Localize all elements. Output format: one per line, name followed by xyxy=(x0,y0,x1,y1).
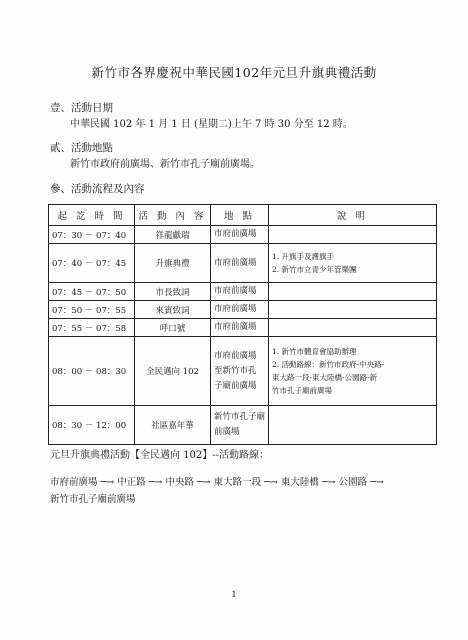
location-line: 至新竹市孔 xyxy=(214,365,257,376)
location-line: 市府前廣場 xyxy=(214,322,257,332)
cell-location xyxy=(211,406,269,445)
cell-description xyxy=(269,226,437,244)
cell-time: 08：30 － 12：00 xyxy=(49,406,135,445)
description-line: 東大路一段-東大陸橋-公園路-新 xyxy=(272,373,378,382)
location-line: 市府前廣場 xyxy=(214,350,257,361)
cell-location xyxy=(211,283,269,301)
document-title: 新竹市各界慶祝中華民國102年元旦升旗典禮活動 xyxy=(91,65,377,80)
cell-activity: 升旗典禮 xyxy=(135,244,211,283)
page-number: 1 xyxy=(231,590,237,599)
section-schedule-heading: 參、活動流程及內容 xyxy=(50,183,145,195)
cell-description xyxy=(269,244,437,283)
cell-activity: 祥龍獻瑞 xyxy=(135,226,211,244)
route-line-2: 新竹市孔子廟前廣場 xyxy=(50,494,136,505)
cell-time: 07：40 － 07：45 xyxy=(49,244,135,283)
cell-time: 07：30 － 07：40 xyxy=(49,226,135,244)
header-location: 地 點 xyxy=(211,205,269,226)
header-time: 起 訖 時 間 xyxy=(49,205,135,226)
schedule-body xyxy=(49,226,437,445)
schedule-header-row xyxy=(49,205,437,226)
table-row xyxy=(49,283,437,301)
description-line: 2. 活動路線：新竹市政府-中央路- xyxy=(272,360,385,369)
cell-activity: 呼口號 xyxy=(135,319,211,337)
header-activity: 活 動 內 容 xyxy=(135,205,211,226)
cell-activity: 全民邁向 102 xyxy=(135,337,211,406)
table-row xyxy=(49,319,437,337)
cell-time: 07：50 － 07：55 xyxy=(49,301,135,319)
location-line: 子廟前廣場 xyxy=(214,380,257,391)
header-description: 說 明 xyxy=(269,205,437,226)
section-location-heading: 貳、活動地點 xyxy=(50,142,113,154)
description-line: 2. 新竹市立青少年管樂團 xyxy=(272,265,357,274)
cell-description xyxy=(269,406,437,445)
location-line: 市府前廣場 xyxy=(214,257,257,268)
location-line: 前廣場 xyxy=(214,427,240,437)
cell-activity: 市長致詞 xyxy=(135,283,211,301)
route-line-1: 市府前廣場 ─→ 中正路 ─→ 中央路 ─→ 東大路一段 ─→ 東大陸橋 ─→ 公園路 ─→ xyxy=(50,477,384,488)
location-line: 市府前廣場 xyxy=(214,286,257,296)
section-date-body: 中華民國 102 年 1 月 1 日 (星期二)上午 7 時 30 分至 12 時。 xyxy=(70,119,353,130)
cell-time: 07：55 － 07：58 xyxy=(49,319,135,337)
description-line: 1. 升旗手及護旗手 xyxy=(272,252,335,261)
cell-location xyxy=(211,301,269,319)
section-date-heading: 壹、活動日期 xyxy=(50,102,113,114)
cell-location xyxy=(211,337,269,406)
cell-location xyxy=(211,226,269,244)
description-line: 竹市孔子廟前廣場 xyxy=(272,386,332,395)
table-row xyxy=(49,301,437,319)
cell-time: 07：45 － 07：50 xyxy=(49,283,135,301)
cell-activity: 來賓致詞 xyxy=(135,301,211,319)
table-row xyxy=(49,337,437,406)
cell-time: 08：00 － 08：30 xyxy=(49,337,135,406)
cell-description xyxy=(269,319,437,337)
location-line: 市府前廣場 xyxy=(214,229,257,239)
table-row xyxy=(49,226,437,244)
cell-location xyxy=(211,319,269,337)
schedule-table xyxy=(48,204,437,445)
table-row xyxy=(49,244,437,283)
cell-description xyxy=(269,283,437,301)
cell-activity: 社區嘉年華 xyxy=(135,406,211,445)
route-heading: 元旦升旗典禮活動【全民邁向 102】--活動路線： xyxy=(50,450,270,461)
table-row xyxy=(49,406,437,445)
location-line: 新竹市孔子廟 xyxy=(214,412,266,422)
cell-location xyxy=(211,244,269,283)
location-line: 市府前廣場 xyxy=(214,304,257,314)
section-location-body: 新竹市政府前廣場、新竹市孔子廟前廣場。 xyxy=(70,159,260,170)
cell-description xyxy=(269,301,437,319)
description-line: 1. 新竹市體育會協助辦理 xyxy=(272,347,357,356)
cell-description xyxy=(269,337,437,406)
